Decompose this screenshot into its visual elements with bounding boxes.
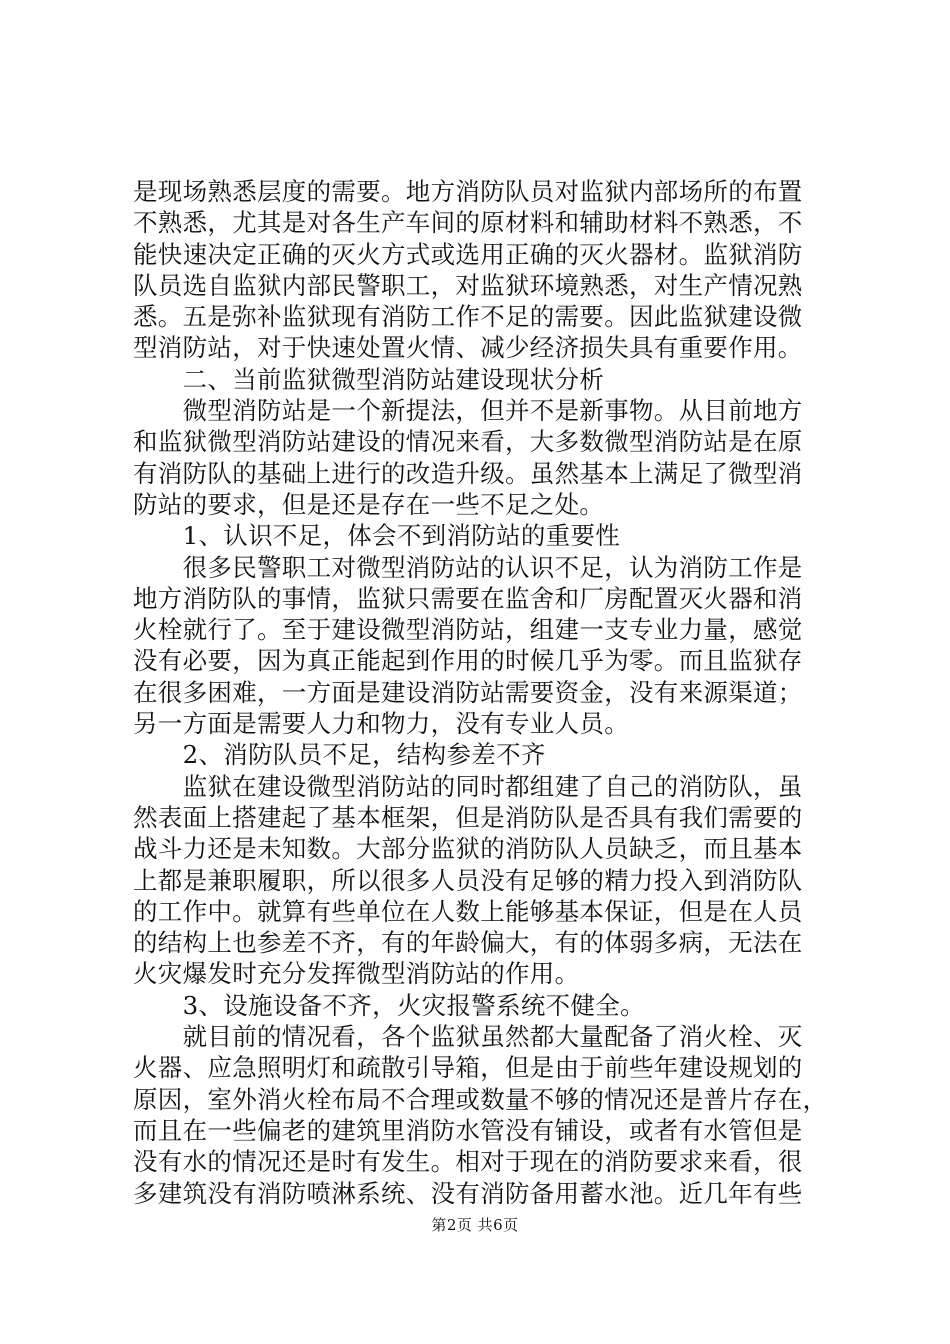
text-line: 就目前的情况看，各个监狱虽然都大量配备了消火栓、灭 [133,1022,803,1052]
text-line: 监狱在建设微型消防站的同时都组建了自己的消防队，虽 [133,771,803,801]
text-line: 然表面上搭建起了基本框架，但是消防队是否具有我们需要的 [133,802,803,832]
text-line: 的结构上也参差不齐，有的年龄偏大，有的体弱多病，无法在 [133,928,803,958]
text-line: 的工作中。就算有些单位在人数上能够基本保证，但是在人员 [133,896,803,926]
text-line: 2、消防队员不足，结构参差不齐 [133,740,546,770]
text-line: 没有水的情况还是时有发生。相对于现在的消防要求来看，很 [133,1147,803,1177]
text-line: 型消防站，对于快速处置火情、减少经济损失具有重要作用。 [133,333,803,363]
text-line: 很多民警职工对微型消防站的认识不足，认为消防工作是 [133,552,803,582]
text-line: 地方消防队的事情，监狱只需要在监舍和厂房配置灭火器和消 [133,583,803,613]
body-text [133,176,833,1209]
text-line: 没有必要，因为真正能起到作用的时候几乎为零。而且监狱存 [133,646,803,676]
text-line: 而且在一些偏老的建筑里消防水管没有铺设，或者有水管但是 [133,1115,803,1145]
text-line: 微型消防站是一个新提法，但并不是新事物。从目前地方 [133,396,803,426]
text-line: 在很多困难，一方面是建设消防站需要资金，没有来源渠道； [133,677,803,707]
text-line: 悉。五是弥补监狱现有消防工作不足的需要。因此监狱建设微 [133,302,803,332]
text-line: 有消防队的基础上进行的改造升级。虽然基本上满足了微型消 [133,458,803,488]
text-line: 是现场熟悉层度的需要。地方消防队员对监狱内部场所的布置 [133,177,803,206]
text-line: 3、设施设备不齐，火灾报警系统不健全。 [133,990,645,1020]
page-footer: 第2页 共6页 [431,1216,519,1234]
text-line: 和监狱微型消防站建设的情况来看，大多数微型消防站是在原 [133,427,803,457]
text-line: 不熟悉，尤其是对各生产车间的原材料和辅助材料不熟悉，不 [133,208,803,238]
text-line: 多建筑没有消防喷淋系统、没有消防备用蓄水池。近几年有些 [133,1178,803,1208]
text-line: 上都是兼职履职，所以很多人员没有足够的精力投入到消防队 [133,865,803,895]
text-line: 火栓就行了。至于建设微型消防站，组建一支专业力量，感觉 [133,615,803,645]
text-line: 战斗力还是未知数。大部分监狱的消防队人员缺乏，而且基本 [133,834,803,864]
text-line: 队员选自监狱内部民警职工，对监狱环境熟悉，对生产情况熟 [133,270,803,300]
text-line: 二、当前监狱微型消防站建设现状分析 [133,364,605,394]
text-line: 原因，室外消火栓布局不合理或数量不够的情况还是普片存在， [133,1084,828,1114]
text-line: 1、认识不足，体会不到消防站的重要性 [133,521,621,551]
text-line: 火灾爆发时充分发挥微型消防站的作用。 [133,959,580,989]
text-line: 火器、应急照明灯和疏散引导箱，但是由于前些年建设规划的 [133,1053,803,1083]
text-line: 防站的要求，但是还是存在一些不足之处。 [133,489,605,519]
text-line: 另一方面是需要人力和物力，没有专业人员。 [133,709,629,739]
text-line: 能快速决定正确的灭火方式或选用正确的灭火器材。监狱消防 [133,239,803,269]
